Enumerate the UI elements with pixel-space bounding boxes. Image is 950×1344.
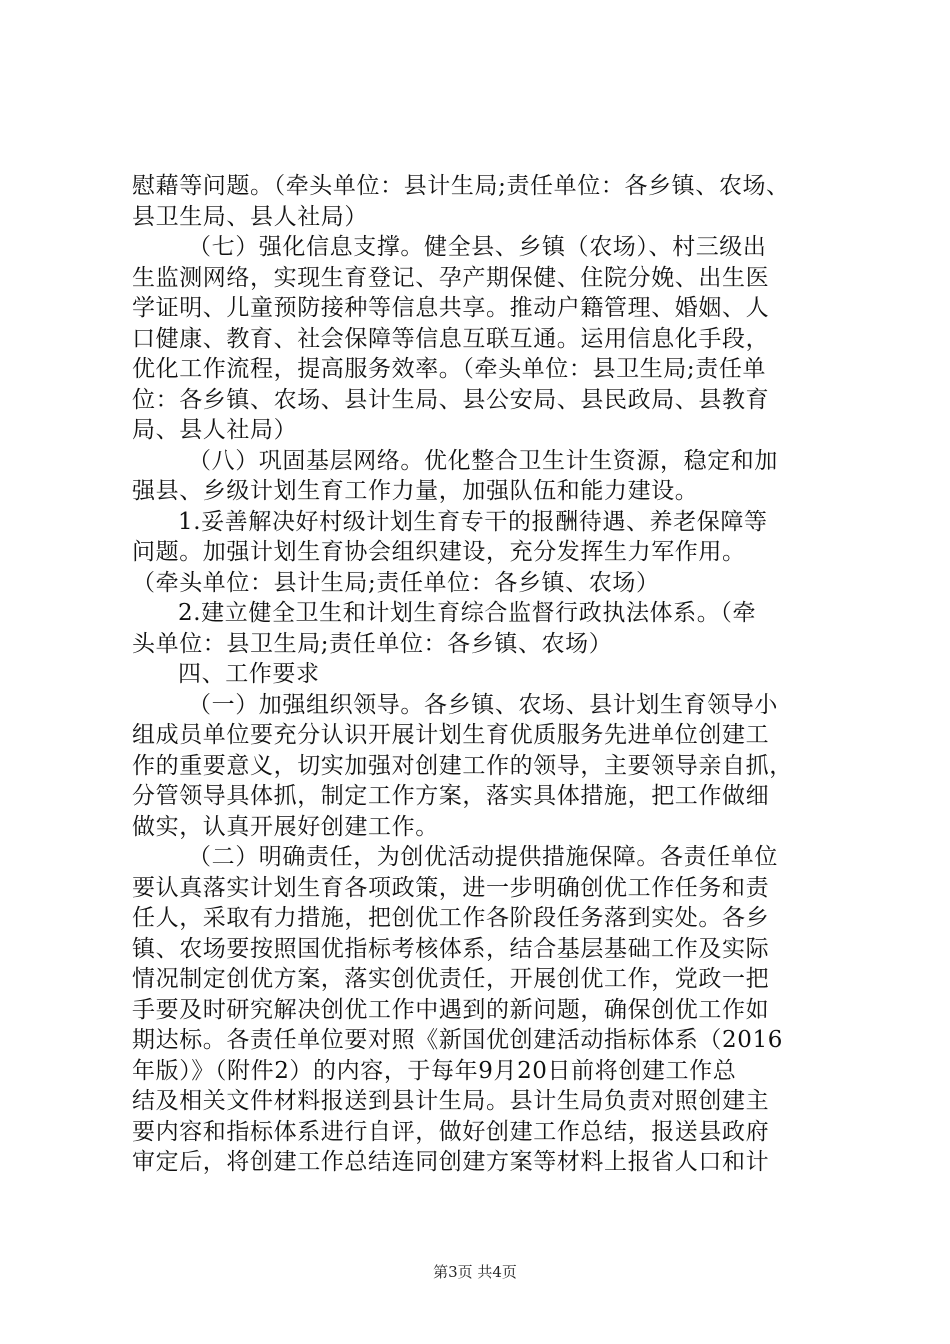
text-line: 镇、农场要按照国优指标考核体系，结合基层基础工作及实际	[132, 935, 770, 962]
text-line: 强县、乡级计划生育工作力量，加强队伍和能力建设。	[132, 478, 699, 504]
text-line: （二）明确责任，为创优活动提供措施保障。各责任单位	[188, 844, 778, 870]
text-line: 慰藉等问题。（牵头单位：县计生局;责任单位：各乡镇、农场、	[132, 173, 790, 199]
text-line: 做实，认真开展好创建工作。	[132, 813, 439, 840]
text-line: 学证明、儿童预防接种等信息共享。推动户籍管理、婚姻、人	[132, 295, 770, 321]
text-line: 2.建立健全卫生和计划生育综合监督行政执法体系。（牵	[178, 600, 757, 626]
text-line: 组成员单位要充分认识开展计划生育优质服务先进单位创建工	[132, 722, 770, 748]
text-line: 期达标。各责任单位要对照《新国优创建活动指标体系（2016	[132, 1027, 783, 1053]
text-line: 要内容和指标体系进行自评，做好创建工作总结，报送县政府	[132, 1118, 770, 1145]
text-line: 县卫生局、县人社局）	[132, 203, 368, 230]
text-line: 作的重要意义，切实加强对创建工作的领导，主要领导亲自抓，	[132, 752, 793, 779]
text-line: 审定后，将创建工作总结连同创建方案等材料上报省人口和计	[132, 1149, 770, 1175]
text-line: （八）巩固基层网络。优化整合卫生计生资源，稳定和加	[188, 447, 778, 474]
text-line: 要认真落实计划生育各项政策，进一步明确创优工作任务和责	[132, 874, 770, 901]
text-line: 分管领导具体抓，制定工作方案，落实具体措施，把工作做细	[132, 783, 770, 809]
text-line: 位：各乡镇、农场、县计生局、县公安局、县民政局、县教育	[132, 386, 770, 413]
text-line: 年版）》（附件2）的内容，于每年9月20日前将创建工作总	[132, 1057, 737, 1084]
document-body	[132, 171, 832, 1178]
text-line: （一）加强组织领导。各乡镇、农场、县计划生育领导小	[188, 691, 778, 718]
section-heading: 四、工作要求	[178, 661, 320, 687]
page-number-footer: 第3页 共4页	[433, 1263, 517, 1281]
text-line: 1.妥善解决好村级计划生育专干的报酬待遇、养老保障等	[178, 508, 768, 535]
text-line: （七）强化信息支撑。健全县、乡镇（农场）、村三级出	[188, 234, 767, 260]
text-line: 口健康、教育、社会保障等信息互联互通。运用信息化手段，	[132, 325, 770, 352]
text-line: 手要及时研究解决创优工作中遇到的新问题，确保创优工作如	[132, 996, 770, 1023]
text-line: 情况制定创优方案，落实创优责任，开展创优工作，党政一把	[132, 966, 770, 992]
text-line: 问题。加强计划生育协会组织建设，充分发挥生力军作用。	[132, 539, 746, 565]
text-line: （牵头单位：县计生局;责任单位：各乡镇、农场）	[132, 569, 660, 596]
text-line: 优化工作流程，提高服务效率。（牵头单位：县卫生局;责任单	[132, 356, 767, 382]
text-line: 任人，采取有力措施，把创优工作各阶段任务落到实处。各乡	[132, 905, 770, 931]
text-line: 局、县人社局）	[132, 417, 298, 443]
text-line: 生监测网络，实现生育登记、孕产期保健、住院分娩、出生医	[132, 264, 770, 291]
text-line: 头单位：县卫生局;责任单位：各乡镇、农场）	[132, 630, 613, 657]
text-line: 结及相关文件材料报送到县计生局。县计生局负责对照创建主	[132, 1088, 770, 1114]
